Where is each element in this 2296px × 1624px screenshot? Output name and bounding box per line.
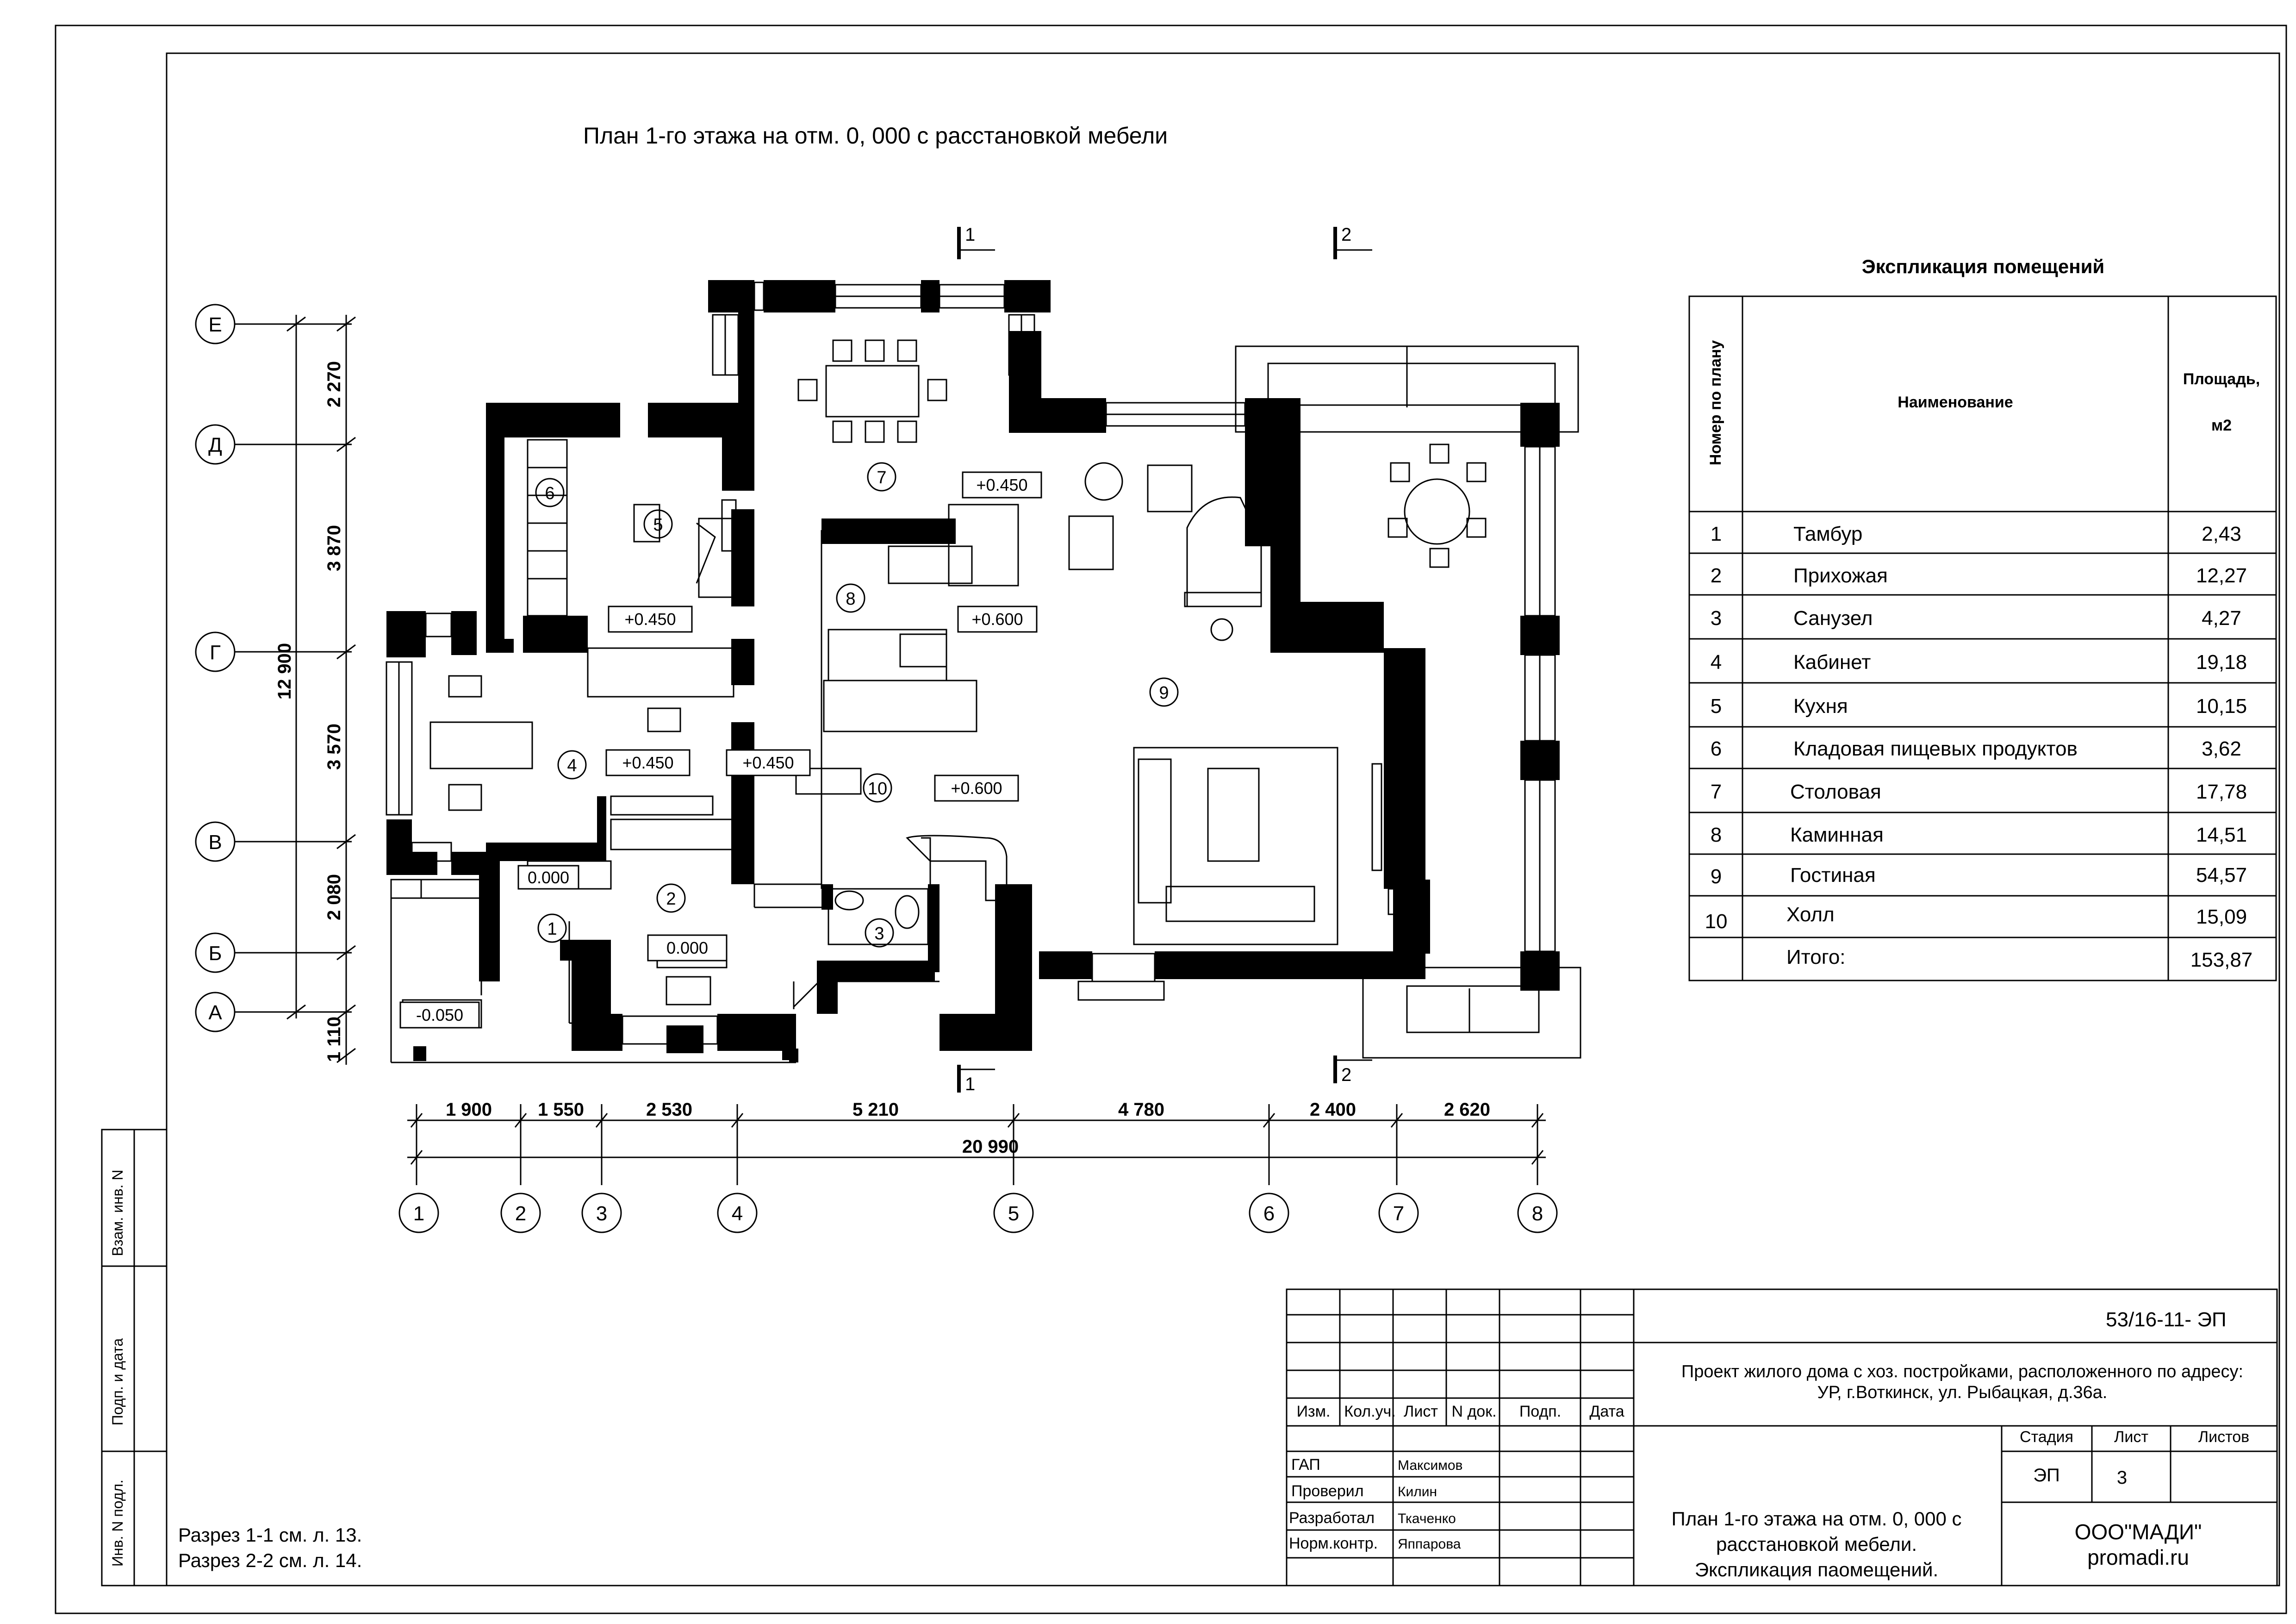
explication-area: 15,09 [2196,906,2247,928]
tb-col-label: Кол.уч. [1344,1403,1396,1420]
tb-sheet-label: Лист [2114,1428,2148,1446]
section-label: 2 [1341,1065,1352,1085]
row-axes [196,305,352,1031]
axis-label-col: 1 [413,1202,425,1225]
side-stamp-label: Взам. инв. N [109,1169,126,1256]
explication-header-num: Номер по плану [1707,340,1724,466]
windows [386,282,1555,1044]
drawing-title: План 1-го этажа на отм. 0, 000 с расстановкой мебели [583,123,1168,149]
dim-vertical-total: 12 900 [274,643,295,700]
dim-horizontal: 1 550 [537,1099,585,1120]
explication-header-area-unit: м2 [2211,417,2232,434]
section-label: 1 [965,225,976,245]
explication-num: 8 [1710,824,1722,846]
dim-vertical: 3 570 [324,723,344,770]
tb-sheet: 3 [2116,1468,2128,1488]
room-number: 1 [547,919,557,939]
axis-label-col: 4 [731,1202,743,1225]
explication-name: Санузел [1793,607,1873,630]
tb-person: Ткаченко [1398,1511,1456,1526]
tb-person: Килин [1398,1484,1437,1499]
tb-col-label: Изм. [1296,1403,1331,1420]
explication-area: 54,57 [2196,864,2247,887]
axis-label-col: 8 [1531,1202,1543,1225]
dim-horizontal: 2 530 [646,1099,693,1120]
walls [386,280,1560,1062]
explication-name: Тамбур [1793,523,1863,545]
note-line: Разрез 2-2 см. л. 14. [178,1549,362,1571]
explication-area: 10,15 [2196,695,2247,718]
dim-vertical: 2 270 [324,361,344,408]
room-number: 5 [653,515,663,535]
level-mark: +0.600 [971,610,1023,629]
tb-role: Норм.контр. [1289,1535,1378,1552]
note-line: Разрез 1-1 см. л. 13. [178,1524,362,1546]
axis-label-row: А [208,1001,222,1024]
axis-label-row: Д [208,434,222,456]
tb-person: Яппарова [1398,1537,1461,1552]
room-number: 10 [867,779,888,799]
tb-col-label: Подп. [1519,1403,1562,1420]
tb-code: 53/16-11- ЭП [2106,1308,2227,1331]
explication-num: 7 [1710,781,1722,803]
explication-name: Кабинет [1793,651,1871,674]
level-mark: -0.050 [416,1006,464,1024]
axis-label-col: 5 [1008,1202,1020,1225]
level-mark: +0.450 [976,475,1028,494]
explication-name: Гостиная [1790,864,1876,887]
explication-title: Экспликация помещений [1861,256,2105,277]
tb-stage-label: Стадия [2020,1428,2073,1446]
explication-area: 4,27 [2202,607,2241,630]
tb-role: Разработал [1289,1509,1375,1527]
tb-col-label: N док. [1451,1403,1497,1420]
explication-area: 19,18 [2196,651,2247,674]
section-label: 2 [1341,225,1352,245]
explication-name: Каминная [1790,824,1884,846]
side-stamp-label: Инв. N подл. [109,1479,126,1567]
axis-label-row: Б [208,942,222,965]
tb-role: ГАП [1291,1456,1320,1474]
side-stamp-label: Подп. и дата [109,1338,126,1426]
explication-num: 3 [1710,607,1722,630]
axis-label-col: 2 [515,1202,527,1225]
explication-area: 3,62 [2202,737,2241,760]
explication-num: 2 [1710,564,1722,587]
tb-company: ООО"МАДИ" [2074,1520,2202,1544]
tb-person: Максимов [1398,1458,1463,1473]
explication-area: 17,78 [2196,781,2247,803]
dim-horizontal: 2 620 [1444,1099,1491,1120]
tb-col-label: Дата [1589,1403,1624,1420]
tb-site: promadi.ru [2087,1545,2189,1569]
explication-name: Прихожая [1793,564,1888,587]
explication-num: 6 [1710,737,1722,760]
explication-area: 14,51 [2196,824,2247,846]
dim-horizontal: 1 900 [445,1099,492,1120]
explication-name: Кухня [1793,695,1848,718]
furniture [430,340,1486,1005]
explication-num: 5 [1710,695,1722,718]
level-mark: +0.450 [624,610,676,629]
level-mark: +0.600 [951,779,1002,798]
explication-area: 12,27 [2196,564,2247,587]
level-mark: 0.000 [666,938,709,957]
dim-vertical: 3 870 [324,525,344,572]
axis-label-col: 7 [1393,1202,1405,1225]
tb-sheets-label: Листов [2198,1428,2250,1446]
explication-num: 10 [1705,910,1728,933]
explication-header-name: Наименование [1898,394,2013,411]
tb-project-line: Проект жилого дома с хоз. постройками, расположенного по адресу: [1681,1362,2244,1381]
tb-sheet-title: План 1-го этажа на отм. 0, 000 с [1671,1508,1962,1530]
dim-horizontal-total: 20 990 [962,1137,1019,1157]
dim-horizontal: 2 400 [1309,1099,1356,1120]
dim-vertical: 1 110 [324,1017,344,1062]
explication-total-area: 153,87 [2190,949,2253,971]
explication-num: 9 [1710,865,1722,888]
level-mark: +0.450 [622,753,674,772]
explication-num: 1 [1710,523,1722,545]
axis-label-row: В [208,831,222,854]
axis-label-row: Г [210,641,221,664]
explication-header-area: Площадь, [2183,370,2260,388]
room-number: 4 [567,756,577,775]
level-mark: 0.000 [527,868,570,887]
room-number: 9 [1159,683,1169,703]
room-number: 8 [846,589,856,609]
room-number: 3 [874,924,884,943]
explication-num: 4 [1710,651,1722,674]
room-number: 6 [545,484,555,503]
tb-stage: ЭП [2033,1465,2060,1486]
dim-horizontal: 4 780 [1118,1099,1165,1120]
axis-label-col: 3 [596,1202,608,1225]
tb-sheet-title: Экспликация паомещений. [1694,1559,1939,1580]
axis-label-col: 6 [1263,1202,1275,1225]
room-number: 7 [877,468,887,487]
explication-rows [1705,523,2253,971]
dim-horizontal: 5 210 [852,1099,899,1120]
explication-name: Столовая [1790,781,1881,803]
explication-total-label: Итого: [1786,946,1846,968]
axis-label-row: Е [208,313,222,336]
dim-vertical: 2 080 [324,874,344,921]
explication-name: Холл [1786,903,1835,926]
explication-area: 2,43 [2202,523,2241,545]
col-axes [399,1193,1557,1232]
tb-sheet-title: расстановкой мебели. [1716,1533,1917,1555]
tb-role: Проверил [1291,1482,1364,1500]
room-number: 2 [666,889,676,909]
inner-frame [167,53,2279,1586]
section-label: 1 [965,1074,976,1094]
explication-name: Кладовая пищевых продуктов [1793,737,2078,760]
tb-project-line: УР, г.Воткинск, ул. Рыбацкая, д.36а. [1817,1383,2108,1402]
tb-col-label: Лист [1404,1403,1438,1420]
level-mark: +0.450 [742,753,794,772]
